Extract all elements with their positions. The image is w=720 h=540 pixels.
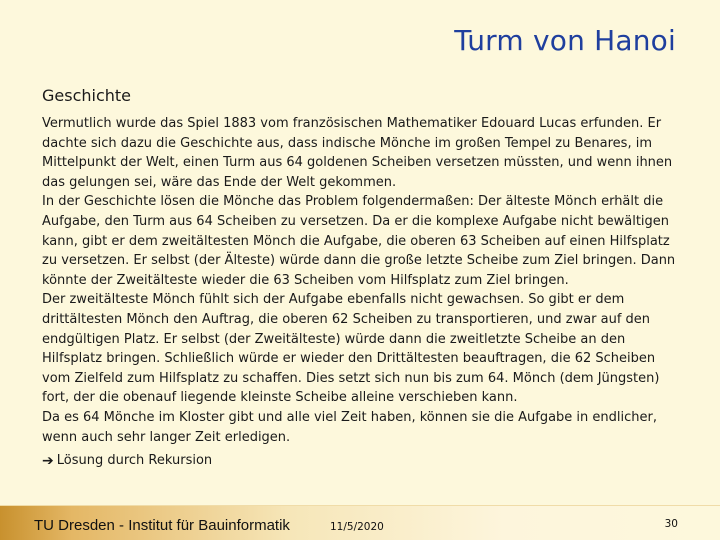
arrow-right-icon: ➔ bbox=[42, 452, 54, 469]
page-number: 30 bbox=[664, 518, 678, 530]
footer-institution: TU Dresden - Institut für Bauinformatik bbox=[34, 517, 290, 534]
slide-content bbox=[42, 86, 682, 471]
solution-line bbox=[42, 451, 682, 471]
section-heading: Geschichte bbox=[42, 86, 132, 105]
footer-date: 11/5/2020 bbox=[330, 521, 384, 533]
paragraph-conclusion: Da es 64 Mönche im Kloster gibt und alle viel Zeit haben, können sie die Aufgabe in endlicher, wenn auch sehr langer Zeit erledigen. bbox=[42, 409, 657, 445]
solution-text: Lösung durch Rekursion bbox=[56, 453, 213, 469]
paragraph-solution-story: In der Geschichte lösen die Mönche das Problem folgendermaßen: Der älteste Mönch erhält die Aufgabe, den Turm aus 64 Scheiben zu versetzen. Da er die komplexe Aufgabe nicht bewältigen kann, gibt er dem zweitältesten Mönch die Aufgabe, die oberen 63 Scheiben auf einen Hilfsplatz zu versetzen. Er selbst (der Älteste) würde dann die große letzte Scheibe zum Ziel bringen. Dann könnte der Zweitälteste wieder die 63 Scheiben vom Hilfsplatz zum Ziel bringen. bbox=[42, 194, 676, 288]
paragraph-second-monk: Der zweitälteste Mönch fühlt sich der Aufgabe ebenfalls nicht gewachsen. So gibt er dem drittältesten Mönch den Auftrag, die oberen 62 Scheiben zu transportieren, und zwar auf den endgültigen Platz. Er selbst (der Zweitälteste) würde dann die zweitletzte Scheibe an den Hilfsplatz bringen. Schließlich würde er wieder den Drittältesten beauftragen, die 62 Scheiben vom Zielfeld zum Hilfsplatz zu schaffen. Dies setzt sich nun bis zum 64. Mönch (dem Jüngsten) fort, der die obenauf liegende kleinste Scheibe alleine verschieben kann. bbox=[42, 292, 660, 406]
slide-title: Turm von Hanoi bbox=[454, 24, 676, 57]
footer-bar bbox=[0, 505, 720, 540]
paragraph-origin: Vermutlich wurde das Spiel 1883 vom französischen Mathematiker Edouard Lucas erfunden. Er dachte sich dazu die Geschichte aus, dass indische Mönche im großen Tempel zu Benares, im Mittelpunkt der Welt, einen Turm aus 64 goldenen Scheiben versetzen müssten, und wenn ihnen das gelungen sei, wäre das Ende der Welt gekommen. bbox=[42, 116, 673, 190]
